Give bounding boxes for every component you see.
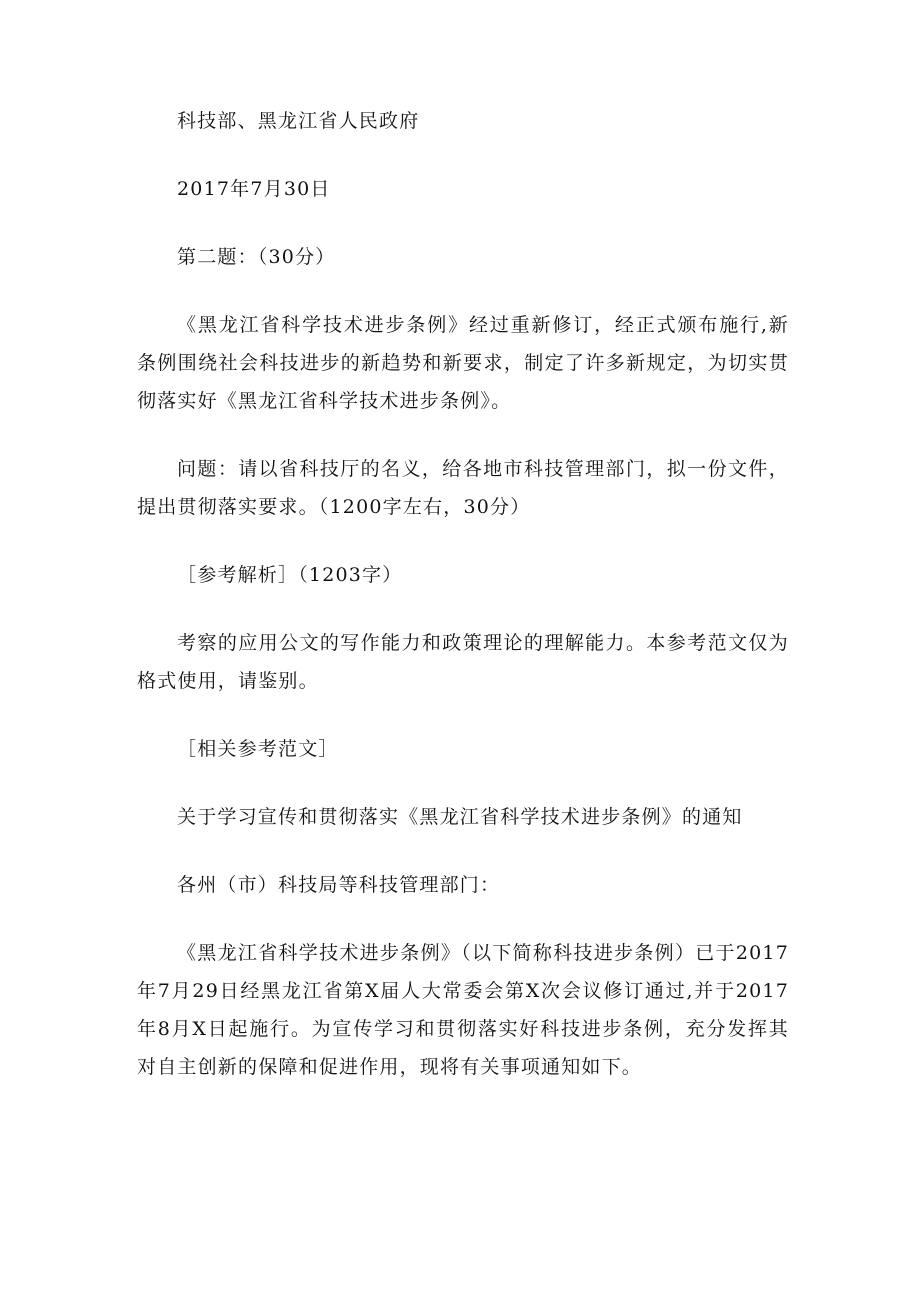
reference-analysis-heading: ［参考解析］（1203字） bbox=[177, 564, 403, 586]
question-two-heading: 第二题：（30分） bbox=[177, 246, 336, 268]
notice-recipient: 各州（市）科技局等科技管理部门： bbox=[177, 874, 501, 896]
question-prompt-paragraph: 问题：请以省科技厅的名义，给各地市科技管理部门，拟一份文件，提出贯彻落实要求。（1200字左右，30分） bbox=[137, 458, 789, 518]
notice-title: 关于学习宣传和贯彻落实《黑龙江省科学技术进步条例》的通知 bbox=[177, 806, 743, 828]
question-background-paragraph: 《黑龙江省科学技术进步条例》经过重新修订，经正式颁布施行,新条例围绕社会科技进步的新趋势和新要求，制定了许多新规定，为切实贯彻落实好《黑龙江省科学技术进步条例》。 bbox=[137, 314, 789, 412]
sample-essay-heading: ［相关参考范文］ bbox=[177, 738, 339, 760]
document-body bbox=[137, 102, 789, 1116]
analysis-paragraph: 考察的应用公文的写作能力和政策理论的理解能力。本参考范文仅为格式使用，请鉴别。 bbox=[137, 632, 789, 692]
notice-body-paragraph: 《黑龙江省科学技术进步条例》（以下简称科技进步条例）已于2017年7月29日经黑龙江省第X届人大常委会第X次会议修订通过,并于2017年8月X日起施行。为宣传学习和贯彻落实好科技进步条例，充分发挥其对自主创新的保障和促进作用，现将有关事项通知如下。 bbox=[137, 942, 789, 1078]
issuer-line: 科技部、黑龙江省人民政府 bbox=[177, 110, 420, 132]
issue-date: 2017年7月30日 bbox=[177, 178, 331, 200]
